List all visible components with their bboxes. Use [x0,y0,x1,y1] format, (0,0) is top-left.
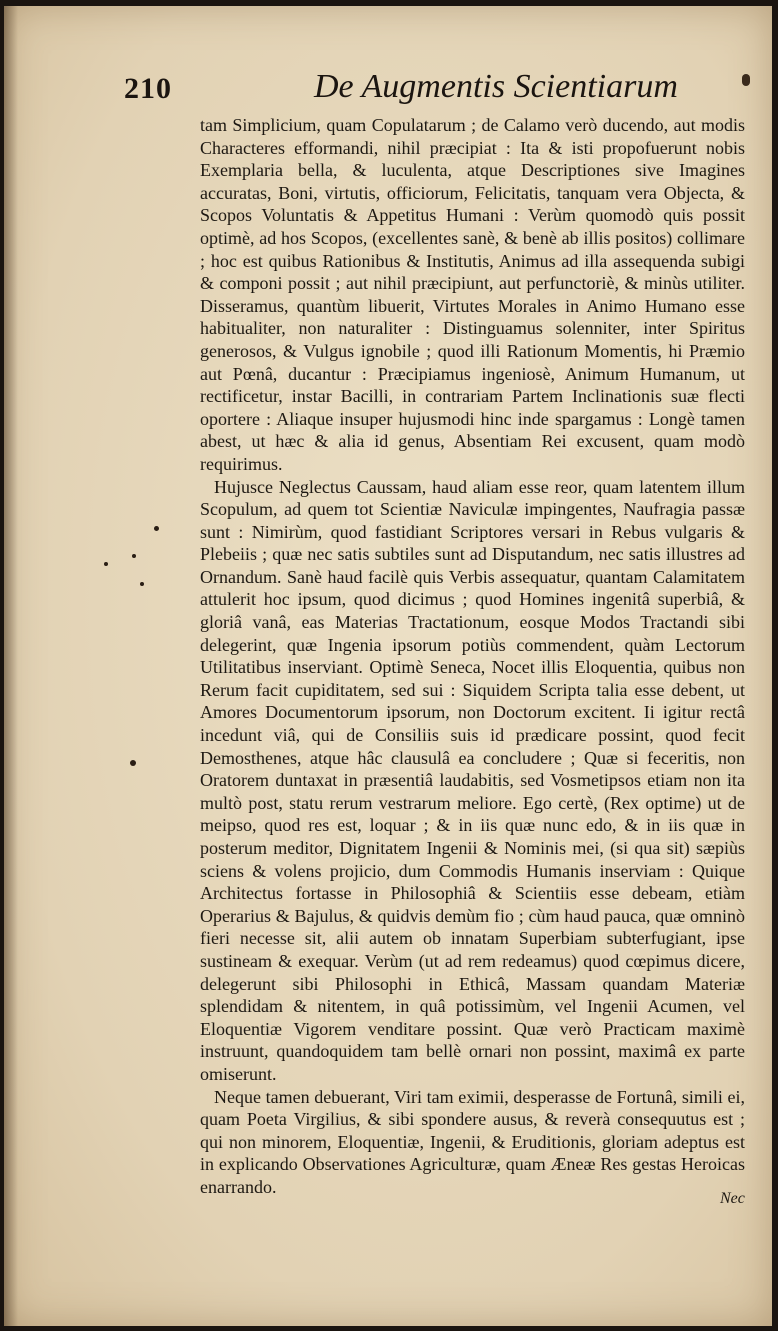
body-text [200,114,745,1199]
ink-speck-icon [130,760,136,766]
paragraph-1: tam Simplicium, quam Copulatarum ; de Calamo verò ducendo, aut modis Characteres efformandi, nihil præcipiat : Ita & isti propofuerunt nobis Exemplaria bella, & luculenta, atque Descriptiones sive Imagines accuratas, Boni, virtutis, officiorum, Felicitatis, tanquam vera Objecta, & Scopos Voluntatis & Appetitus Humani : Verùm quomodò quis possit optimè, ad hos Scopos, (excellentes sanè, & benè ab illis positos) collimare ; hoc est quibus Rationibus & Institutis, Animus ad illa assequenda subigi & componi possit ; aut nihil præcipiunt, aut perfunctoriè, & minùs utiliter. Disseramus, quantùm libuerit, Virtutes Morales in Animo Humano esse habitualiter, non naturaliter : Distinguamus solenniter, inter Spiritus generosos, & Vulgus ignobile ; quod illi Rationum Momentis, hi Præmio aut Pœnâ, ducantur : Præcipiamus ingeniosè, Animum Humanum, ut rectificetur, instar Bacilli, in contrariam Partem Inclinationis suæ flecti oportere : Aliaque insuper hujusmodi hinc inde spargamus : Longè tamen abest, ut hæc & alia id genus, Absentiam Rei excusent, quam modò requirimus. [200,115,745,474]
catchword: Nec [720,1190,745,1207]
page-number: 210 [124,72,172,105]
book-page [4,6,772,1326]
ink-speck-icon [154,526,159,531]
running-title: De Augmentis Scientiarum [314,68,678,105]
ink-speck-icon [140,582,144,586]
ink-mark-icon [742,74,750,86]
ink-speck-icon [132,554,136,558]
page-header [124,68,744,112]
paragraph-3: Neque tamen debuerant, Viri tam eximii, desperasse de Fortunâ, simili ei, quam Poeta Virgilius, & sibi spondere ausus, & reverà consequutus est ; qui non minorem, Eloquentiæ, Ingenii, & Eruditionis, gloriam adeptus est in explicando Observationes Agriculturæ, quam Æneæ Res gestas Heroicas enarrando. [200,1086,745,1197]
page-gutter-shadow [4,6,18,1326]
paragraph-2: Hujusce Neglectus Caussam, haud aliam esse reor, quam latentem illum Scopulum, ad quem tot Scientiæ Naviculæ impingentes, Naufragia passæ sunt : Nimirùm, quod fastidiant Scriptores versari in Rebus vulgaris & Plebeiis ; quæ nec satis subtiles sunt ad Disputandum, nec satis illustres ad Ornandum. Sanè haud facilè quis Verbis assequatur, quantam Calamitatem attulerit hoc ipsum, quod dicimus ; quod Homines ingenitâ superbiâ, & gloriâ vanâ, eas Materias Tractationum, eosque Modos Tractandi sibi delegerint, quæ Ingenia ipsorum potiùs commendent, quàm Lectorum Utilitatibus inserviant. Optimè Seneca, Nocet illis Eloquentia, quibus non Rerum facit cupiditatem, sed sui : Siquidem Scripta talia esse debent, ut Amores Documentorum ipsorum, non Doctorum excitent. Ii igitur rectâ incedunt viâ, qui de Consiliis suis id prædicare possint, quod fecit Demosthenes, atque hâc clausulâ ea concludere ; Quæ si feceritis, non Oratorem duntaxat in præsentiâ laudabitis, sed Vosmetipsos etiam non ita multò post, statu rerum vestrarum meliore. Ego certè, (Rex optime) ut de meipso, quod res est, loquar ; & in iis quæ nunc edo, & in iis quæ in posterum meditor, Dignitatem Ingenii & Nominis mei, (si qua sit) sæpiùs sciens & volens projicio, dum Commodis Humanis inserviam : Quique Architectus fortasse in Philosophiâ & Scientiis esse debeam, etiàm Operarius & Bajulus, & quidvis demùm fio ; cùm haud pauca, quæ omninò fieri necesse sit, alii autem ob innatam Superbiam subterfugiant, ipse sustineam & exequar. Verùm (ut ad rem redeamus) quod cœpimus dicere, delegerunt sibi Philosophi in Ethicâ, Massam quandam Materiæ splendidam & nitentem, in quâ potissimùm, vel Ingenii Acumen, vel Eloquentiæ Vigorem venditare possint. Quæ verò Practicam maximè instruunt, quandoquidem tam bellè ornari non possint, maximâ ex parte omiserunt. [200,476,745,1084]
ink-speck-icon [104,562,108,566]
